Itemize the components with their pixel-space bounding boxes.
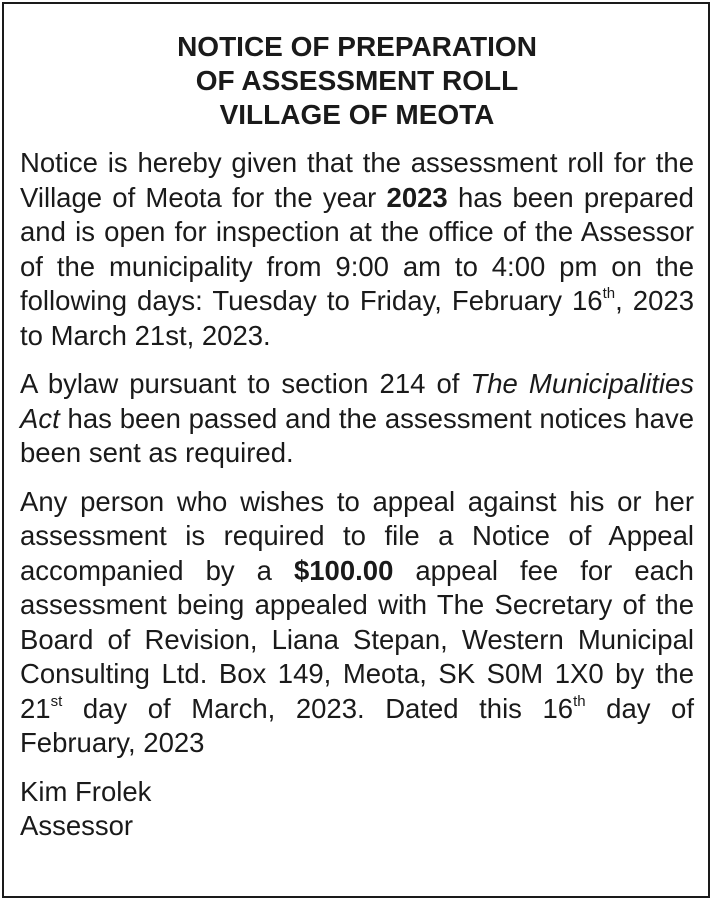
inspection-text-2: has been prepared and is open for inspection at the office of the Assessor of the municipality from 9:00 am to 4:00 pm on the following days: Tuesday to Friday, February 16: [20, 181, 694, 316]
appeal-text-1: Any person who wishes to appeal against his or her assessment is required to file a Notice of Appeal accompanied by a: [20, 485, 694, 586]
bylaw-paragraph: [20, 367, 694, 471]
inspection-text-3: , 2023 to March 21st, 2023.: [20, 285, 694, 351]
notice-heading: [20, 30, 694, 132]
ordinal-suffix: st: [50, 692, 63, 710]
appeal-paragraph: [20, 485, 694, 761]
heading-line-3: VILLAGE OF MEOTA: [219, 99, 495, 130]
signature-block: [20, 775, 694, 844]
bylaw-text-2: has been passed and the assessment notices have been sent as required.: [20, 402, 694, 468]
ordinal-suffix: th: [602, 285, 616, 302]
heading-line-2: OF ASSESSMENT ROLL: [195, 65, 519, 96]
signer-name: Kim Frolek: [20, 775, 152, 807]
inspection-paragraph: [20, 146, 694, 353]
ordinal-suffix: th: [573, 692, 586, 710]
notice-box: [2, 2, 710, 898]
act-name: The Municipalities Act: [20, 368, 694, 434]
bylaw-text-1: A bylaw pursuant to section 214 of: [20, 368, 471, 399]
appeal-text-3: day of March, 2023. Dated this 16: [62, 692, 574, 724]
heading-line-1: NOTICE OF PREPARATION: [177, 31, 537, 62]
appeal-text-4: day of February, 2023: [20, 692, 694, 758]
signer-role: Assessor: [20, 810, 134, 841]
inspection-text-1: Notice is hereby given that the assessment roll for the Village of Meota for the year: [20, 147, 694, 213]
assessment-year: 2023: [386, 181, 448, 213]
appeal-text-2: appeal fee for each assessment being appealed with The Secretary of the Board of Revision, Liana Stepan, Western Municipal Consulting Ltd. Box 149, Meota, SK S0M 1X0 by the 21: [20, 554, 694, 724]
appeal-fee: $100.00: [293, 554, 394, 586]
